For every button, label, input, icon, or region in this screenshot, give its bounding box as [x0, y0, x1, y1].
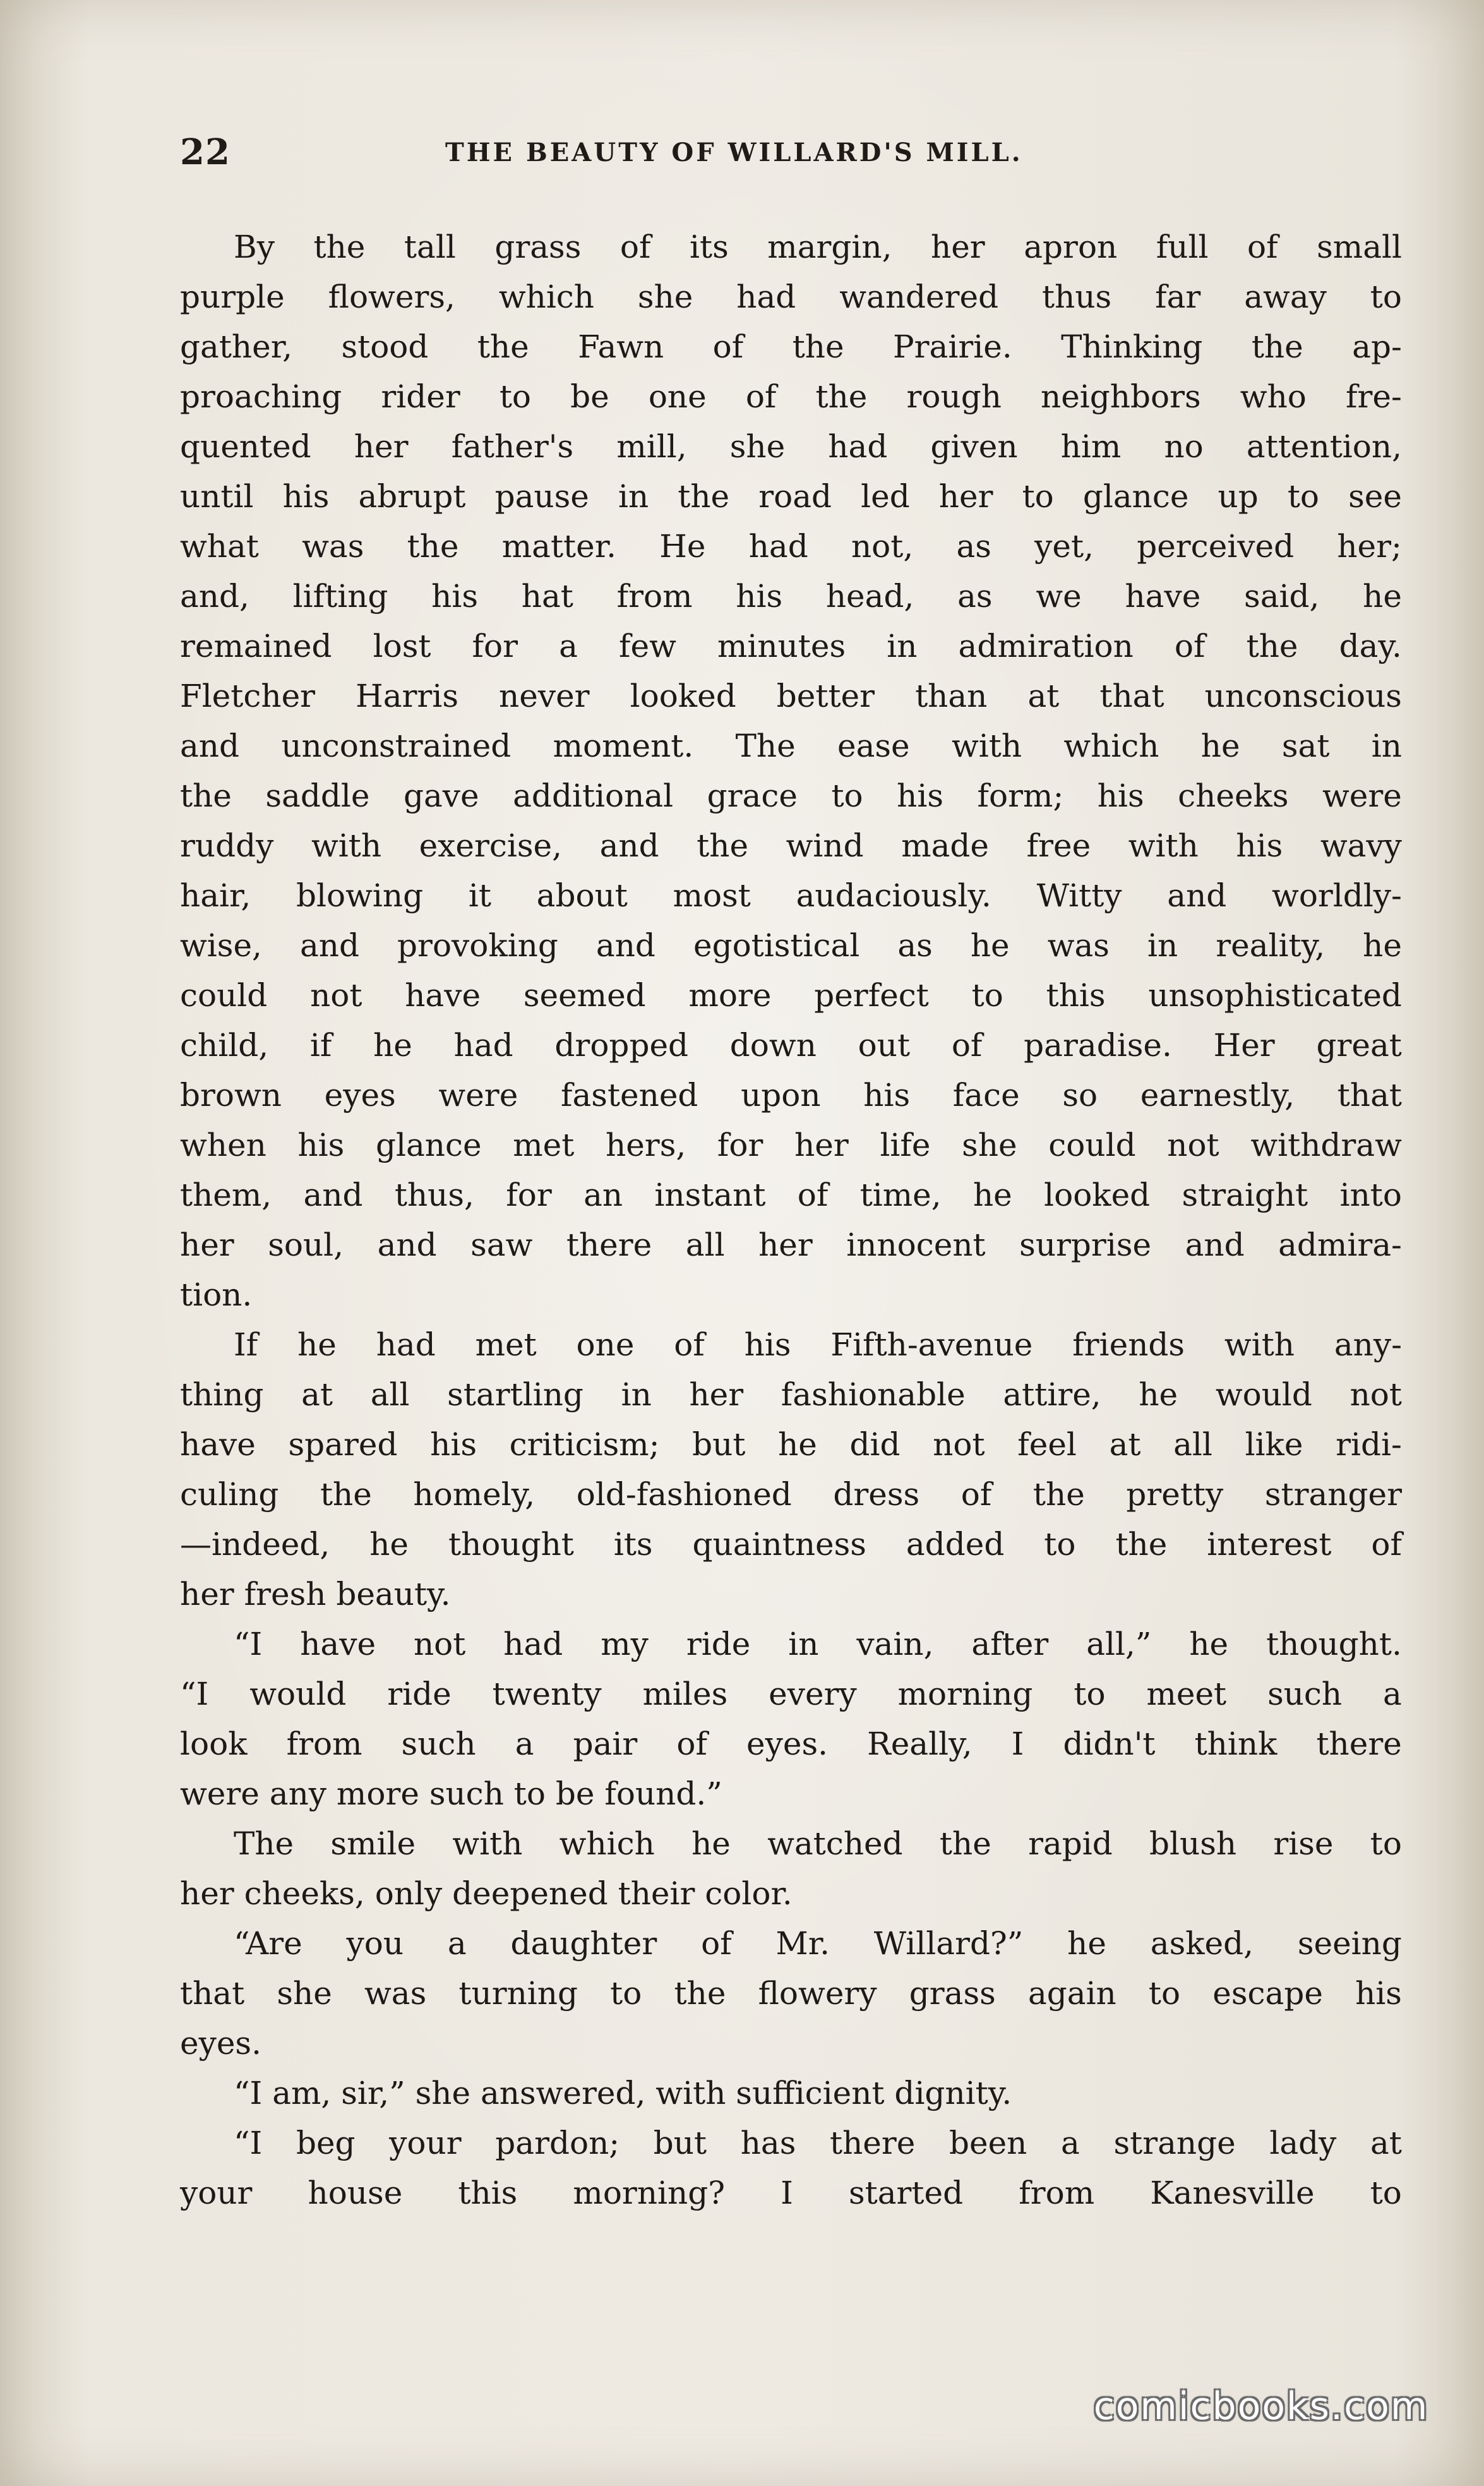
text-line: “I have not had my ride in vain, after all,” he thought.: [234, 1626, 1402, 1662]
text-line: ruddy with exercise, and the wind made free with his wavy: [180, 827, 1402, 864]
text-line: remained lost for a few minutes in admiration of the day.: [180, 628, 1402, 664]
text-line: your house this morning? I started from Kanesville to: [180, 2175, 1402, 2211]
text-line: By the tall grass of its margin, her apron full of small: [234, 229, 1402, 265]
page-number: 22: [180, 131, 230, 173]
text-line: “I would ride twenty miles every morning to meet such a: [180, 1676, 1402, 1712]
text-line: could not have seemed more perfect to this unsophisticated: [180, 977, 1402, 1014]
text-line: her fresh beauty.: [180, 1576, 451, 1612]
text-line: gather, stood the Fawn of the Prairie. Thinking the ap-: [180, 328, 1402, 365]
text-line: The smile with which he watched the rapid blush rise to: [234, 1825, 1402, 1862]
text-line: —indeed, he thought its quaintness added to the interest of: [180, 1526, 1402, 1563]
text-line: were any more such to be found.”: [180, 1775, 722, 1812]
text-line: the saddle gave additional grace to his form; his cheeks were: [180, 778, 1402, 814]
text-line: and, lifting his hat from his head, as we have said, he: [180, 578, 1402, 615]
text-line: until his abrupt pause in the road led her to glance up to see: [180, 478, 1402, 515]
text-line: tion.: [180, 1276, 253, 1313]
text-line: purple flowers, which she had wandered thus far away to: [180, 279, 1402, 315]
text-line: “I beg your pardon; but has there been a strange lady at: [234, 2125, 1402, 2161]
body-text: [180, 222, 1402, 2218]
text-line: hair, blowing it about most audaciously. Witty and worldly-: [180, 877, 1402, 914]
page-header: [180, 126, 1402, 183]
text-line: wise, and provoking and egotistical as he was in reality, he: [180, 927, 1402, 964]
watermark-logo: comicbooks.com: [1093, 2384, 1429, 2429]
text-line: her cheeks, only deepened their color.: [180, 1875, 793, 1912]
text-line: and unconstrained moment. The ease with which he sat in: [180, 728, 1402, 764]
text-line: look from such a pair of eyes. Really, I didn't think there: [180, 1726, 1402, 1762]
text-line: her soul, and saw there all her innocent surprise and admira-: [180, 1227, 1402, 1263]
text-line: quented her father's mill, she had given him no attention,: [180, 428, 1402, 465]
text-line: Fletcher Harris never looked better than at that unconscious: [180, 678, 1402, 714]
text-line: have spared his criticism; but he did not feel at all like ridi-: [180, 1426, 1402, 1463]
text-line: that she was turning to the flowery grass again to escape his: [180, 1975, 1402, 2012]
text-line: “I am, sir,” she answered, with sufficient dignity.: [234, 2075, 1012, 2111]
text-line: them, and thus, for an instant of time, he looked straight into: [180, 1177, 1402, 1213]
text-line: eyes.: [180, 2025, 261, 2062]
text-line: what was the matter. He had not, as yet, perceived her;: [180, 528, 1402, 565]
text-line: thing at all startling in her fashionable attire, he would not: [180, 1376, 1402, 1413]
text-line: proaching rider to be one of the rough neighbors who fre-: [180, 378, 1402, 415]
text-line: brown eyes were fastened upon his face so earnestly, that: [180, 1077, 1402, 1114]
text-line: culing the homely, old-fashioned dress of the pretty stranger: [180, 1476, 1402, 1513]
text-line: when his glance met hers, for her life she could not withdraw: [180, 1127, 1402, 1163]
text-line: If he had met one of his Fifth-avenue friends with any-: [234, 1326, 1402, 1363]
text-line: “Are you a daughter of Mr. Willard?” he asked, seeing: [234, 1925, 1402, 1962]
text-line: child, if he had dropped down out of paradise. Her great: [180, 1027, 1402, 1064]
running-head: THE BEAUTY OF WILLARD'S MILL.: [445, 138, 1023, 167]
